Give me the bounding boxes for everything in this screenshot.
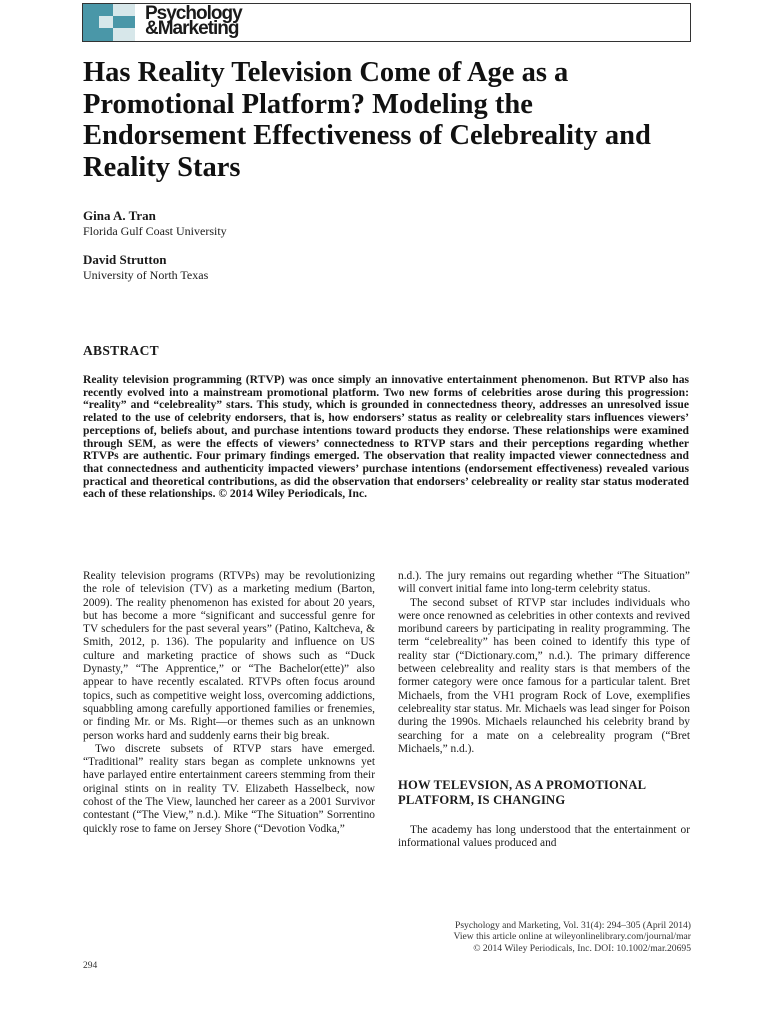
author-name-2: David Strutton (83, 252, 167, 267)
body-paragraph: The second subset of RTVP star includes individuals who were once renowned as celebrities in other contexts and revived moribund careers by participating in reality programming. The term “celebreality” has been coined to identify this type of reality star (“Dictionary.com,” n.d.). The primary difference between celebreality and reality stars is that members of the former category were once famous for a particular talent. Bret Michaels, from the VH1 program Rock of Love, exemplifies celebreality star status. Mr. Michaels was lead singer for Poison during the 1990s. Michaels relaunched his celebrity brand by searching for a mate on a celebreality program (“Bret Michaels,” n.d.). (398, 596, 690, 755)
citation-footer (453, 920, 691, 954)
page-number: 294 (83, 961, 98, 971)
citation-line: Psychology and Marketing, Vol. 31(4): 294–305 (April 2014) (454, 920, 691, 931)
journal-logo-icon (83, 4, 135, 41)
journal-logo-line2: &Marketing (145, 18, 239, 39)
body-paragraph: n.d.). The jury remains out regarding whether “The Situation” will convert initial fame into long-term celebrity status. (398, 570, 690, 596)
citation-line: © 2014 Wiley Periodicals, Inc. DOI: 10.1002/mar.20695 (473, 942, 691, 954)
section-heading: HOW TELEVSION, AS A PROMOTIONAL PLATFORM, IS CHANGING (398, 778, 646, 808)
author-name-1: Gina A. Tran (83, 208, 156, 223)
body-paragraph: Reality television programs (RTVPs) may be revolutionizing the role of television (TV) as a marketing medium (Barton, 2009). The reality phenomenon has existed for about 20 years, but has become a more “significant and successful genre for TV schedulers for the past several years” (Patino, Kaltcheva, & Smith, 2012, p. 136). The popularity and influence on US culture and marketing practice of shows such as “Duck Dynasty,” “The Apprentice,” or “The Bachelor(ette)” also appear to have recently escalated. RTVPs often focus around topics, such as competitive weight loss, overcoming addictions, squabbling among carefully apportioned families or frenemies, or finding Mr. or Ms. Right—or themes such as an unknown person works hard and suddenly earns their big break. (83, 570, 375, 742)
journal-header-bar (82, 3, 691, 42)
abstract-text: Reality television programming (RTVP) was once simply an innovative entertainment phenomenon. But RTVP also has recently evolved into a mainstream promotional platform. Two new forms of celebrities arose during this progression: “reality” and “celebreality” stars. This study, which is grounded in connectedness theory, addresses an unresolved issue related to the use of celebrity endorsers, that is, how endorsers’ status as reality or celebreality stars influences viewers’ perceptions of, beliefs about, and purchase intentions toward products they endorse. These relationships were examined through SEM, as were the effects of viewers’ connectedness to RTVP stars and their perceptions regarding whether RTVPs are authentic. Four primary findings emerged. The observation that reality impacted viewer connectedness and that connectedness and authenticity impacted viewers’ purchase intentions (endorsement effectiveness) revealed various practical and theoretical contributions, as did the observation that endorsers’ celebreality or reality star status moderated each of these relationships. © 2014 Wiley Periodicals, Inc. (83, 373, 689, 501)
author-affiliation-1: Florida Gulf Coast University (83, 224, 227, 238)
author-affiliation-2: University of North Texas (83, 268, 209, 282)
journal-logo-line1: Psychology (145, 3, 242, 24)
body-paragraph: Two discrete subsets of RTVP stars have emerged. “Traditional” reality stars began as complete unknowns yet have parlayed entire entertainment careers stemming from their original stints on in reality TV. Elizabeth Hasselbeck, now cohost of the The View, launched her career as a 2001 Survivor contestant (“The View,” n.d.). Mike “The Situation” Sorrentino quickly rose to fame on Jersey Shore (“Devotion Vodka,” (83, 742, 375, 835)
journal-logo-text (145, 3, 242, 39)
body-paragraph: The academy has long understood that the entertainment or informational values produced and (398, 824, 690, 850)
abstract-heading: ABSTRACT (83, 343, 159, 358)
article-title: Has Reality Television Come of Age as a Promotional Platform? Modeling the Endorsement Effectiveness of Celebreality and Reality Stars (83, 57, 651, 183)
body-column-right (398, 570, 690, 851)
citation-line: View this article online at wileyonlinelibrary.com/journal/mar (453, 931, 691, 943)
body-column-left (83, 570, 375, 836)
